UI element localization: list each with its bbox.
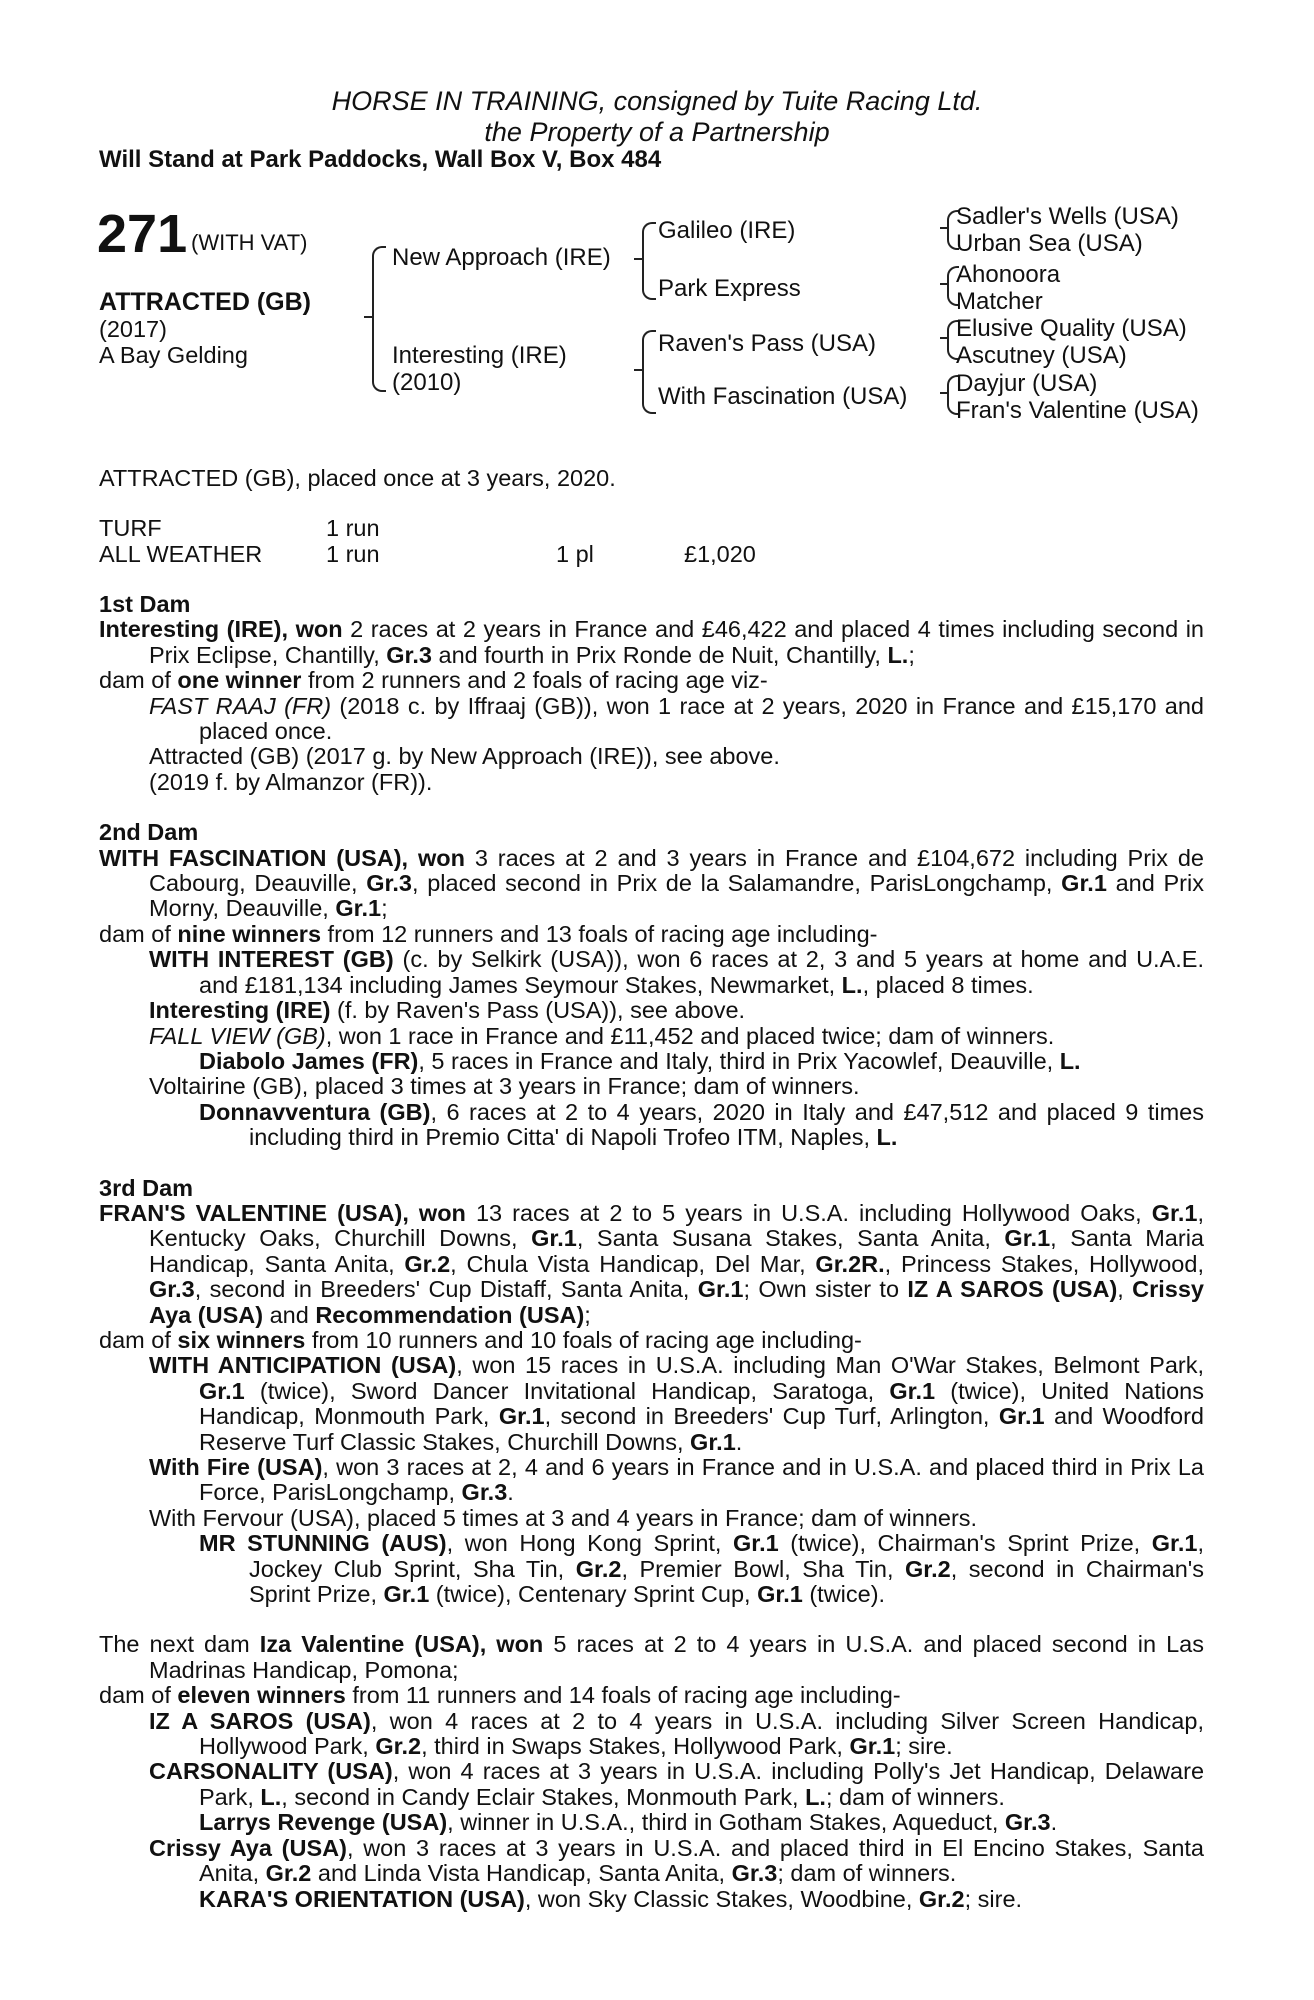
dam1-text-3: ; xyxy=(908,641,915,668)
ms-2: (twice), Chairman's Sprint Prize, xyxy=(778,1530,1152,1557)
dam2-grade-3: Gr.1 xyxy=(335,895,382,922)
header-line-2: the Property of a Partnership xyxy=(484,117,830,147)
donnavventura-rest: , 6 races at 2 to 4 years, 2020 in Italy and £47,512 and placed 9 times including third in Premio Citta' di Napoli Trofeo ITM, Naples, xyxy=(249,1098,1204,1151)
interesting-rest: (f. by Raven's Pass (USA)), see above. xyxy=(330,997,746,1024)
wf-2: . xyxy=(507,1479,514,1506)
next-intro: The next dam xyxy=(99,1631,260,1658)
ms-g2: Gr.1 xyxy=(1151,1530,1198,1557)
ca-l2: L. xyxy=(805,1783,826,1810)
ms-6: (twice), Centenary Sprint Cup, xyxy=(429,1581,758,1608)
dam2-name: WITH FASCINATION (USA), won xyxy=(99,844,465,871)
next-rest: 5 races at 2 to 4 years in U.S.A. and placed second in Las Madrinas Handicap, Pomona; xyxy=(149,1631,1204,1683)
pedigree-sire-sire: Galileo (IRE) xyxy=(658,217,796,244)
with-interest-name: WITH INTEREST (GB) xyxy=(149,946,394,973)
dam3-with-fervour: With Fervour (USA), placed 5 times at 3 and 4 years in France; dam of winners. xyxy=(149,1504,978,1531)
dam2-interesting xyxy=(99,998,1204,1023)
dam3-s1: IZ A SAROS (USA) xyxy=(907,1276,1118,1303)
pedigree-dam: Interesting (IRE) xyxy=(392,342,567,369)
dam2-text-4: ; xyxy=(381,895,388,922)
brace-sire-point xyxy=(634,258,642,260)
dam1-text-2: and fourth in Prix Ronde de Nuit, Chantilly, xyxy=(431,641,888,668)
header-line-3: Will Stand at Park Paddocks, Wall Box V, Box 484 xyxy=(99,146,662,173)
dam2-produce-c: from 12 runners and 13 foals of racing age including- xyxy=(321,920,878,947)
wf-g: Gr.3 xyxy=(461,1479,508,1506)
lr-g: Gr.3 xyxy=(1004,1809,1051,1836)
wa-2: (twice), Sword Dancer Invitational Handicap, Saratoga, xyxy=(244,1377,890,1404)
brace-gen1 xyxy=(372,246,386,392)
iz-3: ; sire. xyxy=(895,1733,953,1760)
brace-gen1-point xyxy=(364,316,372,318)
wa-g3: Gr.1 xyxy=(498,1403,545,1430)
iz-1: , won 4 races at 2 to 4 years in U.S.A. including Silver Screen Handicap, Hollywood Park, xyxy=(199,1707,1204,1760)
fall-view-rest: , won 1 race in France and £11,452 and placed twice; dam of winners. xyxy=(325,1022,1055,1049)
wa-3: (twice), United Nations Handicap, Monmouth Park, xyxy=(199,1377,1204,1430)
pedigree-dsd: Ascutney (USA) xyxy=(956,342,1127,369)
dam3-g3: Gr.1 xyxy=(1004,1225,1051,1252)
fall-view-name: FALL VIEW (GB) xyxy=(149,1022,326,1049)
wa-g5: Gr.1 xyxy=(690,1428,736,1455)
wf-name: With Fire (USA) xyxy=(149,1454,323,1480)
dam1-produce-intro xyxy=(99,668,1204,693)
dam3-t9: , xyxy=(1117,1276,1133,1303)
ms-g6: Gr.1 xyxy=(757,1581,803,1608)
wf-1: , won 3 races at 2, 4 and 6 years in France and in U.S.A. and placed third in Prix La Force, ParisLongchamp, xyxy=(199,1454,1204,1506)
ca-l1: L. xyxy=(260,1783,282,1810)
ms-g4: Gr.2 xyxy=(905,1555,951,1582)
record-turf-runs: 1 run xyxy=(326,515,380,541)
dam3-t7: , second in Breeders' Cup Distaff, Santa Anita, xyxy=(194,1276,698,1303)
pedigree-ddd: Fran's Valentine (USA) xyxy=(956,397,1199,424)
dam3-produce-intro xyxy=(99,1328,1204,1353)
dam3-t1: 13 races at 2 to 5 years in U.S.A. including Hollywood Oaks, xyxy=(465,1199,1152,1226)
pedigree-dam-sire: Raven's Pass (USA) xyxy=(658,330,876,357)
dam2-grade-2: Gr.1 xyxy=(1061,870,1107,897)
pedigree-dss: Elusive Quality (USA) xyxy=(956,315,1187,342)
ca-1: , won 4 races at 3 years in U.S.A. including Polly's Jet Handicap, Delaware Park, xyxy=(199,1758,1205,1810)
dam3-t3: , Santa Susana Stakes, Santa Anita, xyxy=(576,1225,1005,1252)
dam1-foal-1 xyxy=(99,694,1204,745)
dam1-listed: L. xyxy=(887,641,909,668)
brace-ds-point xyxy=(940,337,948,339)
dam2-diabolo-james xyxy=(99,1049,1204,1074)
wa-name: WITH ANTICIPATION (USA) xyxy=(149,1352,457,1379)
lot-number: 271 xyxy=(97,204,188,264)
ko-g: Gr.2 xyxy=(918,1885,965,1912)
dam1-foal-3: (2019 f. by Almanzor (FR)). xyxy=(149,768,433,795)
next-dam-record xyxy=(99,1632,1204,1683)
dam1-text-1: 2 races at 2 years in France and £46,422 and placed 4 times including second in Prix Eclipse, Chantilly, xyxy=(149,616,1204,668)
dam3-t10: and xyxy=(263,1301,316,1328)
ko-1: , won Sky Classic Stakes, Woodbine, xyxy=(524,1885,919,1912)
dam2-with-interest xyxy=(99,947,1204,998)
brace-dam-point xyxy=(634,369,642,371)
dam3-t4: , Santa Maria Handicap, Santa Anita, xyxy=(149,1225,1204,1277)
diabolo-james-listed: L. xyxy=(1059,1047,1081,1074)
dam2-grade-1: Gr.3 xyxy=(366,870,412,897)
pedigree-text xyxy=(99,592,1204,1912)
ms-g3: Gr.2 xyxy=(575,1555,622,1582)
lr-1: , winner in U.S.A., third in Gotham Stakes, Aqueduct, xyxy=(447,1809,1005,1836)
next-carsonality xyxy=(99,1759,1204,1810)
dam2-heading: 2nd Dam xyxy=(99,819,199,846)
dam1-produce-b: one winner xyxy=(177,667,302,694)
dam2-text-1: 3 races at 2 and 3 years in France and £104,672 including Prix de Cabourg, Deauville, xyxy=(149,844,1204,897)
dam3-t5: , Chula Vista Handicap, Del Mar, xyxy=(450,1250,816,1277)
dam1-foal-1-rest: (2018 c. by Iffraaj (GB)), won 1 race at 2 years, 2020 in France and £15,170 and placed once. xyxy=(199,692,1204,745)
wa-5: and Woodford Reserve Turf Classic Stakes, Churchill Downs, xyxy=(199,1403,1204,1455)
dam3-heading: 3rd Dam xyxy=(99,1174,194,1201)
record-aw-places: 1 pl xyxy=(556,541,594,567)
dam1-produce-a: dam of xyxy=(99,667,178,694)
dam3-with-fire xyxy=(99,1455,1204,1506)
ca-3: ; dam of winners. xyxy=(825,1783,1005,1810)
dam2-donnavventura xyxy=(99,1100,1204,1151)
with-interest-listed: L. xyxy=(841,971,863,998)
ms-7: (twice). xyxy=(802,1581,886,1608)
next-karas-orientation xyxy=(99,1887,1204,1912)
dam1-grade: Gr.3 xyxy=(386,641,432,668)
dam2-produce-a: dam of xyxy=(99,920,178,947)
pedigree-sire-dam: Park Express xyxy=(658,275,801,302)
dam3-with-anticipation xyxy=(99,1353,1204,1455)
wa-g2: Gr.1 xyxy=(889,1377,936,1404)
dam3-t6: , Princess Stakes, Hollywood, xyxy=(884,1250,1204,1277)
next-iz-a-saros xyxy=(99,1709,1204,1760)
cr-3: ; dam of winners. xyxy=(777,1860,957,1887)
with-interest-rest: (c. by Selkirk (USA)), won 6 races at 2, 3 and 5 years at home and U.A.E. and £181,134 including James Seymour Stakes, Newmarket, xyxy=(199,946,1204,998)
pedigree-sdd: Matcher xyxy=(956,288,1043,315)
ko-2: ; sire. xyxy=(964,1885,1023,1912)
wa-g1: Gr.1 xyxy=(199,1377,245,1404)
ms-3: , Jockey Club Sprint, Sha Tin, xyxy=(249,1530,1205,1582)
cr-name: Crissy Aya (USA) xyxy=(149,1834,347,1861)
dam3-t8: ; Own sister to xyxy=(743,1276,908,1303)
ms-5: , second in Chairman's Sprint Prize, xyxy=(249,1555,1205,1608)
iz-g2: Gr.1 xyxy=(849,1733,896,1760)
lr-2: . xyxy=(1050,1809,1058,1836)
dam3-s2: Crissy Aya (USA) xyxy=(149,1276,1204,1328)
pedigree-dam-dam: With Fascination (USA) xyxy=(658,383,908,410)
horse-description: A Bay Gelding xyxy=(99,342,248,368)
dam3-produce-b: six winners xyxy=(177,1326,306,1353)
dam1-produce-c: from 2 runners and 2 foals of racing age viz- xyxy=(301,667,768,694)
dam3-g2: Gr.1 xyxy=(531,1225,577,1252)
dam3-g5: Gr.2R. xyxy=(815,1250,885,1277)
pedigree-ssd: Urban Sea (USA) xyxy=(956,230,1143,257)
lr-name: Larrys Revenge (USA) xyxy=(199,1809,448,1836)
dam3-mr-stunning xyxy=(99,1531,1204,1607)
next-produce-b: eleven winners xyxy=(177,1682,346,1709)
dam3-produce-a: dam of xyxy=(99,1326,178,1353)
dam1-name: Interesting (IRE), won xyxy=(99,616,343,643)
record-aw-runs: 1 run xyxy=(326,541,380,567)
interesting-name: Interesting (IRE) xyxy=(149,997,331,1024)
next-produce-a: dam of xyxy=(99,1682,178,1709)
dam2-text-3: and Prix Morny, Deauville, xyxy=(149,870,1204,922)
dam3-t11: ; xyxy=(584,1301,591,1328)
record-turf-surface: TURF xyxy=(99,515,162,541)
dam3-g6: Gr.3 xyxy=(149,1276,195,1303)
dam2-text-2: , placed second in Prix de la Salamandre, ParisLongchamp, xyxy=(412,870,1062,897)
pedigree-dds: Dayjur (USA) xyxy=(956,370,1098,397)
brace-sire xyxy=(642,222,656,300)
pedigree-dam-year: (2010) xyxy=(392,369,462,396)
dam2-voltairine: Voltairine (GB), placed 3 times at 3 years in France; dam of winners. xyxy=(149,1073,860,1100)
ko-name: KARA'S ORIENTATION (USA) xyxy=(199,1885,525,1912)
ms-1: , won Hong Kong Sprint, xyxy=(446,1530,733,1557)
ca-name: CARSONALITY (USA) xyxy=(149,1758,393,1785)
next-larrys-revenge xyxy=(99,1810,1204,1835)
iz-g1: Gr.2 xyxy=(375,1733,422,1760)
pedigree-sds: Ahonoora xyxy=(956,261,1061,288)
next-produce-c: from 11 runners and 14 foals of racing age including- xyxy=(345,1682,901,1709)
wa-1: , won 15 races in U.S.A. including Man O'War Stakes, Belmont Park, xyxy=(456,1352,1205,1379)
record-aw-prize: £1,020 xyxy=(684,541,756,567)
wa-4: , second in Breeders' Cup Turf, Arlington, xyxy=(544,1403,999,1430)
dam1-foal-1-name: FAST RAAJ (FR) xyxy=(149,692,332,719)
ms-g5: Gr.1 xyxy=(383,1581,430,1608)
ms-4: , Premier Bowl, Sha Tin, xyxy=(621,1555,905,1582)
cr-1: , won 3 races at 3 years in U.S.A. and placed third in El Encino Stakes, Santa Anita, xyxy=(199,1834,1204,1887)
ms-g1: Gr.1 xyxy=(733,1530,779,1557)
ca-2: , second in Candy Eclair Stakes, Monmouth Park, xyxy=(281,1783,806,1810)
next-crissy-aya xyxy=(99,1836,1204,1887)
dam3-g1: Gr.1 xyxy=(1151,1199,1198,1226)
brace-sd-point xyxy=(940,283,948,285)
dam3-produce-c: from 10 runners and 10 foals of racing age including- xyxy=(305,1326,862,1353)
dam1-foal-2: Attracted (GB) (2017 g. by New Approach (IRE)), see above. xyxy=(149,743,780,770)
brace-ss-point xyxy=(940,227,948,229)
wa-6: . xyxy=(735,1428,743,1455)
iz-2: , third in Swaps Stakes, Hollywood Park, xyxy=(421,1733,850,1760)
donnavventura-listed: L. xyxy=(876,1124,898,1151)
race-summary: ATTRACTED (GB), placed once at 3 years, 2020. xyxy=(99,465,616,491)
dam1-heading: 1st Dam xyxy=(99,591,191,617)
dam2-record xyxy=(99,846,1204,922)
diabolo-james-name: Diabolo James (FR) xyxy=(199,1047,419,1074)
record-aw-surface: ALL WEATHER xyxy=(99,541,263,567)
horse-name: ATTRACTED (GB) xyxy=(99,288,311,316)
ms-name: MR STUNNING (AUS) xyxy=(199,1530,447,1557)
iz-name: IZ A SAROS (USA) xyxy=(149,1707,371,1734)
dam3-record xyxy=(99,1201,1204,1328)
vat-note: (WITH VAT) xyxy=(191,230,308,255)
pedigree-sss: Sadler's Wells (USA) xyxy=(956,203,1179,230)
dam3-g7: Gr.1 xyxy=(697,1276,744,1303)
dam2-fall-view xyxy=(99,1024,1204,1049)
dam3-g4: Gr.2 xyxy=(404,1250,451,1277)
dam1-record xyxy=(99,617,1204,668)
wa-g4: Gr.1 xyxy=(998,1403,1045,1430)
pedigree-sire: New Approach (IRE) xyxy=(392,244,611,271)
dam3-s3: Recommendation (USA) xyxy=(315,1301,585,1328)
next-name: Iza Valentine (USA), won xyxy=(259,1631,544,1658)
brace-dam xyxy=(642,330,656,414)
brace-dd-point xyxy=(940,392,948,394)
dam3-name: FRAN'S VALENTINE (USA), won xyxy=(99,1199,466,1226)
donnavventura-name: Donnavventura (GB) xyxy=(199,1098,431,1125)
cr-g1: Gr.2 xyxy=(265,1860,312,1887)
cr-g2: Gr.3 xyxy=(731,1860,778,1887)
next-produce-intro xyxy=(99,1683,1204,1708)
diabolo-james-rest: , 5 races in France and Italy, third in Prix Yacowlef, Deauville, xyxy=(418,1047,1060,1074)
header-line-1: HORSE IN TRAINING, consigned by Tuite Racing Ltd. xyxy=(331,86,983,116)
cr-2: and Linda Vista Handicap, Santa Anita, xyxy=(311,1860,732,1887)
dam2-produce-intro xyxy=(99,922,1204,947)
foaled-year: (2017) xyxy=(99,316,167,342)
with-interest-end: , placed 8 times. xyxy=(862,971,1034,998)
dam3-t2: , Kentucky Oaks, Churchill Downs, xyxy=(149,1199,1204,1252)
dam2-produce-b: nine winners xyxy=(177,920,322,947)
